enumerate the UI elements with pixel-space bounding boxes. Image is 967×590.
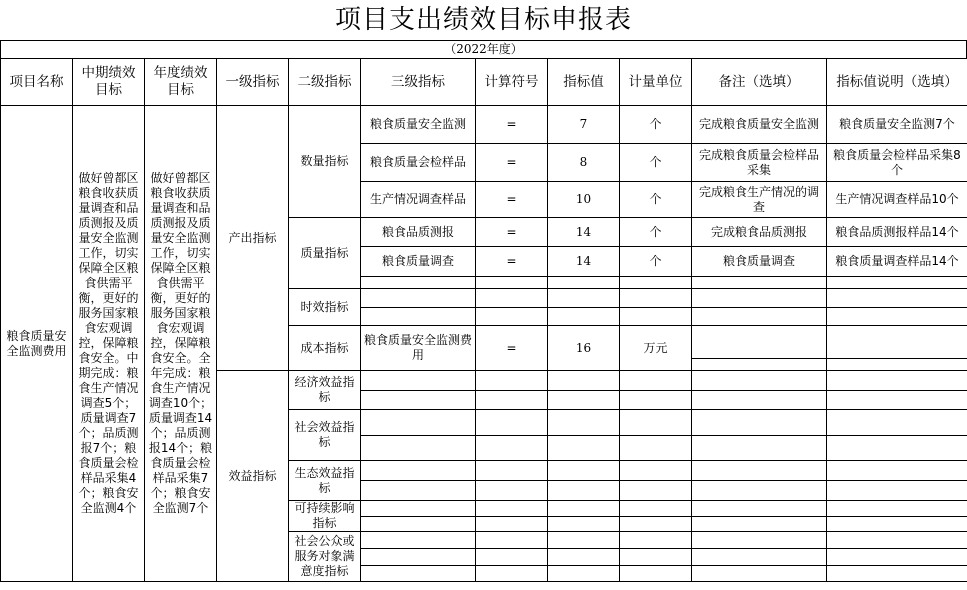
- level3-cell: 粮食质量调查: [361, 247, 476, 277]
- empty-cell: [827, 517, 967, 532]
- empty-cell: [692, 517, 827, 532]
- note-cell: 完成粮食质量会检样品采集: [692, 144, 827, 182]
- performance-table: [0, 58, 967, 582]
- empty-cell: [827, 359, 967, 371]
- empty-cell: [476, 277, 548, 289]
- empty-cell: [692, 501, 827, 517]
- empty-cell: [476, 371, 548, 391]
- level1-output-cell: 产出指标: [217, 106, 289, 371]
- empty-cell: [827, 326, 967, 359]
- header-cell: 项目名称: [1, 59, 73, 106]
- empty-cell: [361, 549, 476, 566]
- level2-ecological-cell: 生态效益指标: [289, 461, 361, 501]
- level3-cell: 生产情况调查样品: [361, 182, 476, 218]
- empty-cell: [827, 371, 967, 391]
- unit-cell: 个: [620, 247, 692, 277]
- empty-cell: [827, 532, 967, 549]
- empty-cell: [361, 277, 476, 289]
- empty-cell: [476, 289, 548, 308]
- project-name-cell: 粮食质量安全监测费用: [1, 106, 73, 582]
- empty-cell: [476, 308, 548, 326]
- empty-cell: [548, 410, 620, 436]
- symbol-cell: =: [476, 106, 548, 144]
- empty-cell: [620, 436, 692, 461]
- note-cell: 完成粮食生产情况的调查: [692, 182, 827, 218]
- header-cell: 指标值说明（选填）: [827, 59, 967, 106]
- desc-cell: 粮食质量会检样品采集8个: [827, 144, 967, 182]
- value-cell: 14: [548, 218, 620, 247]
- empty-cell: [361, 461, 476, 481]
- empty-cell: [548, 566, 620, 582]
- empty-cell: [620, 501, 692, 517]
- value-cell: 10: [548, 182, 620, 218]
- empty-cell: [476, 481, 548, 501]
- unit-cell: 个: [620, 106, 692, 144]
- header-cell: 二级指标: [289, 59, 361, 106]
- desc-cell: 粮食质量安全监测7个: [827, 106, 967, 144]
- empty-cell: [692, 371, 827, 391]
- level2-timeliness-cell: 时效指标: [289, 289, 361, 326]
- empty-cell: [692, 532, 827, 549]
- empty-cell: [620, 391, 692, 410]
- level2-cost-cell: 成本指标: [289, 326, 361, 371]
- symbol-cell: =: [476, 182, 548, 218]
- empty-cell: [620, 566, 692, 582]
- empty-cell: [692, 549, 827, 566]
- desc-cell: 粮食质量调查样品14个: [827, 247, 967, 277]
- symbol-cell: =: [476, 247, 548, 277]
- empty-cell: [620, 277, 692, 289]
- empty-cell: [361, 517, 476, 532]
- header-cell: 三级指标: [361, 59, 476, 106]
- empty-cell: [827, 277, 967, 289]
- symbol-cell: =: [476, 144, 548, 182]
- report-title: 项目支出绩效目标申报表: [334, 5, 632, 35]
- header-cell: 年度绩效目标: [145, 59, 217, 106]
- empty-cell: [476, 517, 548, 532]
- empty-cell: [620, 308, 692, 326]
- empty-cell: [361, 308, 476, 326]
- level3-cell: 粮食品质测报: [361, 218, 476, 247]
- header-cell: 一级指标: [217, 59, 289, 106]
- annual-goal-cell: 做好曾都区粮食收获质量调查和品质测报及质量安全监测工作，切实保障全区粮食供需平衡，更好的服务国家粮食宏观调控，保障粮食安全。全年完成：粮食生产情况调查10个；质量调查14个；品质测报14个；粮食质量会检样品采集7个；粮食安全监测7个: [145, 106, 217, 582]
- header-cell: 计算符号: [476, 59, 548, 106]
- header-cell: 计量单位: [620, 59, 692, 106]
- empty-cell: [361, 436, 476, 461]
- symbol-cell: =: [476, 326, 548, 371]
- empty-cell: [548, 501, 620, 517]
- level1-benefit-cell: 效益指标: [217, 371, 289, 582]
- level2-satisfaction-cell: 社会公众或服务对象满意度指标: [289, 532, 361, 582]
- report-year: （2022年度）: [0, 40, 967, 58]
- empty-cell: [620, 410, 692, 436]
- value-cell: 7: [548, 106, 620, 144]
- level2-economic-cell: 经济效益指标: [289, 371, 361, 410]
- empty-cell: [476, 461, 548, 481]
- empty-cell: [692, 410, 827, 436]
- empty-cell: [620, 371, 692, 391]
- empty-cell: [827, 549, 967, 566]
- empty-cell: [548, 532, 620, 549]
- empty-cell: [692, 566, 827, 582]
- empty-cell: [692, 359, 827, 371]
- unit-cell: 个: [620, 218, 692, 247]
- level3-cell: 粮食质量安全监测: [361, 106, 476, 144]
- unit-cell: 个: [620, 182, 692, 218]
- table-row: [1, 106, 967, 144]
- empty-cell: [548, 277, 620, 289]
- empty-cell: [548, 371, 620, 391]
- empty-cell: [620, 549, 692, 566]
- empty-cell: [361, 481, 476, 501]
- empty-cell: [692, 436, 827, 461]
- empty-cell: [827, 289, 967, 308]
- empty-cell: [361, 391, 476, 410]
- empty-cell: [476, 501, 548, 517]
- empty-cell: [361, 289, 476, 308]
- empty-cell: [827, 410, 967, 436]
- header-cell: 备注（选填）: [692, 59, 827, 106]
- empty-cell: [548, 308, 620, 326]
- empty-cell: [827, 391, 967, 410]
- empty-cell: [692, 461, 827, 481]
- empty-cell: [361, 410, 476, 436]
- empty-cell: [361, 532, 476, 549]
- empty-cell: [548, 391, 620, 410]
- value-cell: 14: [548, 247, 620, 277]
- header-row: [1, 59, 967, 106]
- level2-quality-cell: 质量指标: [289, 218, 361, 289]
- empty-cell: [548, 436, 620, 461]
- empty-cell: [827, 481, 967, 501]
- value-cell: 16: [548, 326, 620, 371]
- empty-cell: [476, 410, 548, 436]
- empty-cell: [827, 308, 967, 326]
- level2-sustainable-cell: 可持续影响指标: [289, 501, 361, 532]
- empty-cell: [548, 289, 620, 308]
- empty-cell: [827, 566, 967, 582]
- empty-cell: [827, 501, 967, 517]
- unit-cell: 个: [620, 144, 692, 182]
- empty-cell: [692, 277, 827, 289]
- empty-cell: [827, 461, 967, 481]
- empty-cell: [361, 371, 476, 391]
- empty-cell: [476, 532, 548, 549]
- empty-cell: [620, 532, 692, 549]
- empty-cell: [692, 326, 827, 359]
- empty-cell: [620, 289, 692, 308]
- empty-cell: [620, 517, 692, 532]
- empty-cell: [476, 391, 548, 410]
- level2-quantity-cell: 数量指标: [289, 106, 361, 218]
- header-cell: 中期绩效目标: [73, 59, 145, 106]
- empty-cell: [548, 481, 620, 501]
- level3-cell: 粮食质量会检样品: [361, 144, 476, 182]
- empty-cell: [548, 549, 620, 566]
- desc-cell: 生产情况调查样品10个: [827, 182, 967, 218]
- empty-cell: [548, 461, 620, 481]
- empty-cell: [361, 501, 476, 517]
- empty-cell: [827, 436, 967, 461]
- desc-cell: 粮食品质测报样品14个: [827, 218, 967, 247]
- note-cell: 完成粮食质量安全监测: [692, 106, 827, 144]
- level2-social-cell: 社会效益指标: [289, 410, 361, 461]
- empty-cell: [361, 566, 476, 582]
- note-cell: 粮食质量调查: [692, 247, 827, 277]
- value-cell: 8: [548, 144, 620, 182]
- empty-cell: [692, 289, 827, 308]
- empty-cell: [476, 549, 548, 566]
- symbol-cell: =: [476, 218, 548, 247]
- note-cell: 完成粮食品质测报: [692, 218, 827, 247]
- unit-cell: 万元: [620, 326, 692, 371]
- empty-cell: [476, 566, 548, 582]
- empty-cell: [476, 436, 548, 461]
- empty-cell: [692, 391, 827, 410]
- empty-cell: [692, 481, 827, 501]
- mid-goal-cell: 做好曾都区粮食收获质量调查和品质测报及质量安全监测工作，切实保障全区粮食供需平衡，更好的服务国家粮食宏观调控，保障粮食安全。中期完成：粮食生产情况调查5个；质量调查7个；品质测报7个；粮食质量会检样品采集4个；粮食安全监测4个: [73, 106, 145, 582]
- empty-cell: [692, 308, 827, 326]
- level3-cell: 粮食质量安全监测费用: [361, 326, 476, 371]
- empty-cell: [548, 517, 620, 532]
- header-cell: 指标值: [548, 59, 620, 106]
- empty-cell: [620, 481, 692, 501]
- empty-cell: [620, 461, 692, 481]
